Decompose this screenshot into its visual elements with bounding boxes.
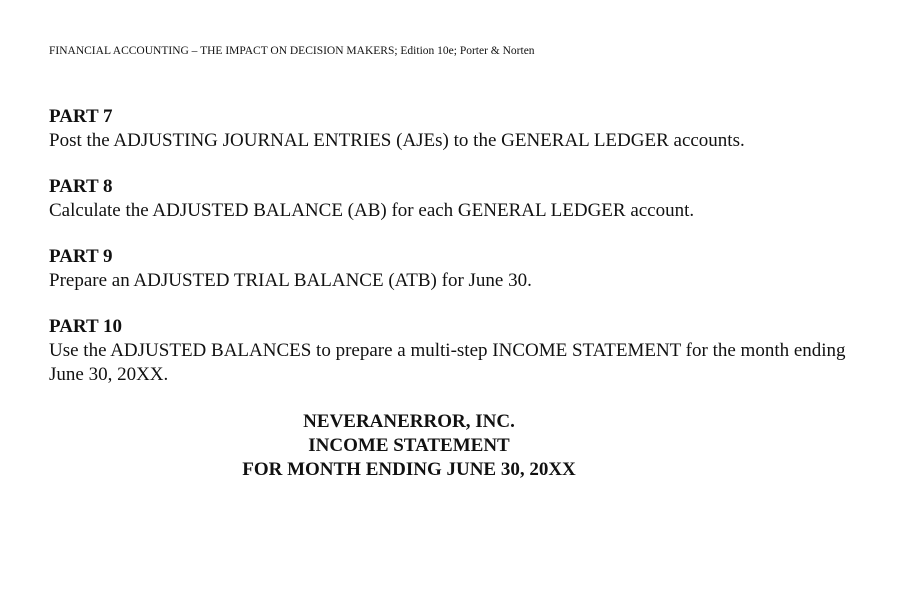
statement-title: INCOME STATEMENT (308, 435, 510, 456)
part-9-title: PART 9 (49, 246, 113, 267)
part-9 (49, 245, 869, 293)
part-10-text: Use the ADJUSTED BALANCES to prepare a multi-step INCOME STATEMENT for the month ending June 30, 20XX. (49, 340, 846, 385)
part-7-text: Post the ADJUSTING JOURNAL ENTRIES (AJEs) to the GENERAL LEDGER accounts. (49, 130, 745, 151)
part-10 (49, 315, 869, 387)
statement-period: FOR MONTH ENDING JUNE 30, 20XX (242, 459, 576, 480)
part-7-title: PART 7 (49, 106, 113, 127)
part-9-text: Prepare an ADJUSTED TRIAL BALANCE (ATB) for June 30. (49, 270, 532, 291)
instructions-section (49, 105, 869, 409)
part-8-text: Calculate the ADJUSTED BALANCE (AB) for each GENERAL LEDGER account. (49, 200, 695, 221)
company-name: NEVERANERROR, INC. (303, 411, 515, 432)
income-statement-heading (49, 410, 769, 482)
part-10-title: PART 10 (49, 316, 123, 337)
part-7 (49, 105, 869, 153)
document-header: FINANCIAL ACCOUNTING – THE IMPACT ON DECISION MAKERS; Edition 10e; Porter & Norten (49, 45, 535, 57)
part-8 (49, 175, 869, 223)
part-8-title: PART 8 (49, 176, 113, 197)
